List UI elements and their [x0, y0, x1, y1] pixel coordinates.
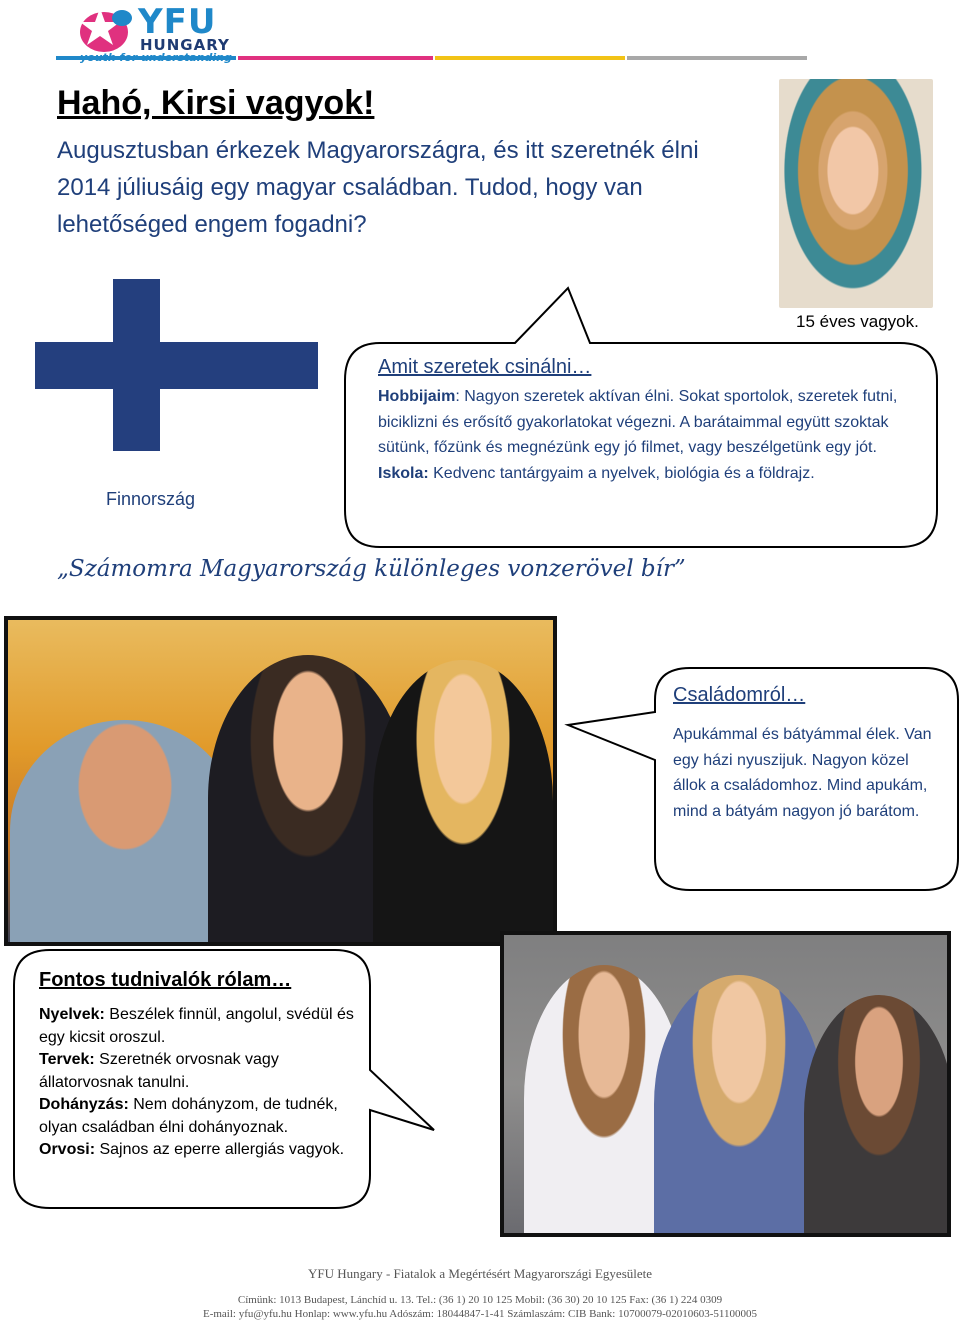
school-label: Iskola: — [378, 464, 429, 482]
footer-address: Címünk: 1013 Budapest, Lánchíd u. 13. Tel.: (36 1) 20 10 125 Mobil: (36 30) 20 10 125 Fax: (36 1) 224 0309 — [237, 1294, 723, 1306]
family-title: Családomról… — [673, 684, 806, 706]
facts-text: Nem dohányzom, de tudnék, olyan családban élni dohányoznak. — [39, 1096, 338, 1136]
age-caption: 15 éves vagyok. — [796, 312, 919, 331]
quote: „Számomra Magyarország különleges vonzerövel bír” — [57, 556, 686, 582]
hobbies-paragraph — [378, 384, 918, 486]
hobbies-text: : Nagyon szeretek aktívan élni. Sokat sportolok, szeretek futni, biciklizni és erősítő gyakorlatokat végezni. A barátaimmal együtt szoktak sütünk, főzünk és megnézünk egy jó filmet, vagy beszélgetünk egy jót. — [378, 388, 898, 456]
hobbies-title: Amit szeretek csinálni… — [378, 356, 592, 378]
facts-item-smoking — [39, 1094, 354, 1139]
family-photo-father — [10, 720, 240, 942]
family-photo-kirsi — [373, 660, 553, 942]
facts-item-plans — [39, 1049, 354, 1094]
country-label: Finnország — [106, 489, 196, 509]
friends-photo-middle — [654, 975, 824, 1233]
friends-photo — [500, 931, 951, 1237]
friends-photo-right — [804, 995, 951, 1233]
facts-item-medical — [39, 1139, 354, 1162]
school-text: Kedvenc tantárgyaim a nyelvek, biológia és a földrajz. — [428, 464, 815, 482]
footer-contact: E-mail: yfu@yfu.hu Honlap: www.yfu.hu Adószám: 18044847-1-41 Számlaszám: CIB Bank: 10700079-02010603-51100005 — [202, 1308, 758, 1320]
facts-text: Sajnos az eperre allergiás vagyok. — [95, 1141, 345, 1158]
facts-label: Tervek: — [39, 1051, 95, 1068]
footer-org: YFU Hungary - Fiatalok a Megértésért Magyarországi Egyesülete — [307, 1266, 653, 1281]
facts-item-languages — [39, 1004, 354, 1049]
facts-list — [39, 1004, 354, 1162]
logo-country: HUNGARY — [140, 36, 230, 54]
facts-label: Orvosi: — [39, 1141, 96, 1158]
facts-text: Szeretnék orvosnak vagy állatorvosnak tanulni. — [39, 1051, 279, 1091]
facts-text: Beszélek finnül, angolul, svédül és egy kicsit oroszul. — [39, 1006, 354, 1046]
facts-title: Fontos tudnivalók rólam… — [39, 969, 292, 991]
facts-label: Nyelvek: — [39, 1006, 105, 1023]
hobbies-label: Hobbijaim — [378, 388, 456, 405]
family-photo — [4, 616, 557, 946]
page-title: Hahó, Kirsi vagyok! — [57, 84, 375, 122]
facts-label: Dohányzás: — [39, 1096, 129, 1113]
logo-brand: YFU — [138, 2, 217, 42]
intro-text: Augusztusban érkezek Magyarországra, és itt szeretnék élni 2014 júliusáig egy magyar családban. Tudod, hogy van lehetőséged engem fogadni? — [57, 137, 699, 238]
family-text: Apukámmal és bátyámmal élek. Van egy házi nyuszijuk. Nagyon közel állok a családomhoz. Mind apukám, mind a bátyám nagyon jó barátom. — [673, 726, 932, 820]
